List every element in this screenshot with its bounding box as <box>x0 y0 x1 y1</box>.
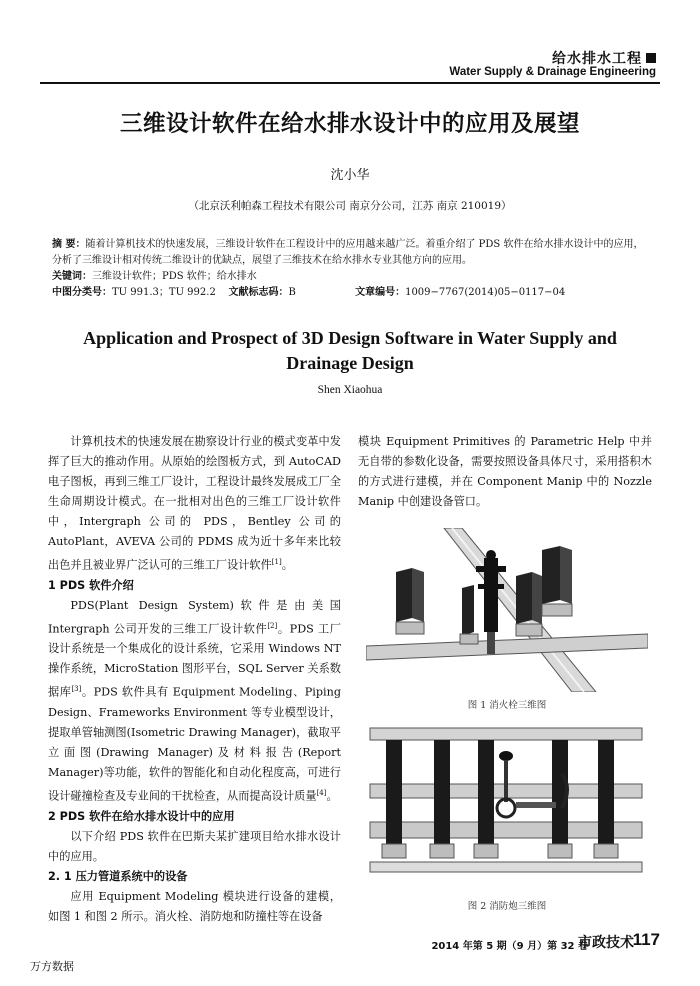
citation-4: [4] <box>316 789 327 798</box>
section-2-heading: 2 PDS 软件在给水排水设计中的应用 <box>48 809 235 823</box>
fig1-bollard-right <box>542 546 560 604</box>
article-no-label: 文章编号： <box>355 287 406 298</box>
fig2-monitor-head <box>499 751 513 761</box>
fig2-column-3 <box>478 740 494 844</box>
fig1-hydrant-cap <box>486 550 496 560</box>
keywords-text: 三维设计软件；PDS 软件；给水排水 <box>92 271 257 282</box>
fig2-column-3-base <box>474 844 498 858</box>
watermark: 万方数据 <box>30 960 74 973</box>
figure-1-hydrant-3d <box>366 528 648 692</box>
intro-paragraph: 计算机技术的快速发展在勘察设计行业的模式变革中发挥了巨大的推动作用。从原始的绘图板方式，到 AutoCAD 电子图板，再到三维工厂设计，工程设计最终发展成工厂全生命周期设计模式。在一批相对出色的三维工厂设计软件中，Intergraph 公司的 PDS，Bentley 公司的 AutoPlant，AVEVA 公司的 PDMS 成为近十多年来比较出色并且被业界广泛认可的三维工厂设计软件[1]。 <box>48 435 341 572</box>
fig2-column-1-base <box>382 844 406 858</box>
citation-3: [3] <box>71 685 82 694</box>
journal-square-icon <box>646 53 656 63</box>
fig2-monitor-pipe <box>516 802 556 808</box>
fig1-bollard-mid-base <box>516 624 542 636</box>
fig1-hydrant-riser <box>487 632 495 654</box>
fig2-column-1 <box>386 740 402 844</box>
fig1-bollard-mid <box>516 572 532 624</box>
fig2-monitor-mast <box>504 760 508 802</box>
author-cn: 沈小华 <box>330 168 370 183</box>
figure-2-monitor-3d <box>366 722 648 890</box>
author-en: Shen Xiaohua <box>317 384 383 396</box>
article-title-cn: 三维设计软件在给水排水设计中的应用及展望 <box>119 111 580 137</box>
citation-1: [1] <box>271 558 282 566</box>
continued-paragraph: 模块 Equipment Primitives 的 Parametric Help 中并无自带的参数化设备，需要按照设备具体尺寸，采用搭积木的方式进行建模，并在 Component Manip 中的 Nozzle Manip 中创建设备管口。 <box>358 435 652 508</box>
affiliation-cn: （北京沃利帕森工程技术有限公司 南京分公司，江苏 南京 210019） <box>188 200 512 212</box>
footer-magazine-name: 市政技术 <box>578 935 634 951</box>
clc-value: TU 991.3；TU 992.2 <box>112 287 216 298</box>
abstract-label: 摘 要： <box>52 239 86 250</box>
fig2-column-2 <box>434 740 450 844</box>
fig1-bollard-left-side <box>412 568 424 622</box>
journal-name-cn: 给水排水工程 <box>552 48 656 68</box>
keywords <box>52 269 652 285</box>
left-column <box>48 432 341 927</box>
figure-1-caption: 图 1 消火栓三维图 <box>467 700 547 711</box>
clc-label: 中图分类号： <box>52 287 112 298</box>
abstract-block <box>52 237 652 301</box>
section-2-1-paragraph: 应用 Equipment Modeling 模块进行设备的建模，如图 1 和图 2 所示。消火栓、消防炮和防撞柱等在设备 <box>48 889 341 923</box>
section-1-heading: 1 PDS 软件介绍 <box>48 578 134 592</box>
abstract-text: 随着计算机技术的快速发展，三维设计软件在工程设计中的应用越来越广泛。着重介绍了 PDS 软件在给水排水设计中的应用，分析了三维设计相对传统二维设计的优缺点，展望了三维技术在给水排水专业其他方向的应用。 <box>52 239 644 266</box>
right-column <box>358 432 652 512</box>
fig1-bollard-front <box>462 585 474 636</box>
fig1-hydrant-arm-mid <box>478 584 504 589</box>
keywords-label: 关键词： <box>52 271 92 282</box>
fig2-top-beam <box>370 728 642 740</box>
fig1-bollard-mid-side <box>532 572 542 624</box>
footer-issue-info: 2014 年第 5 期（9 月）第 32 卷 <box>431 941 588 952</box>
fig1-bollard-right-side <box>560 546 572 604</box>
citation-2: [2] <box>267 621 278 630</box>
article-no-value: 1009−7767(2014)05−0117−04 <box>405 287 566 298</box>
fig2-bottom-pipe <box>370 862 642 872</box>
fig1-hydrant-arm-top <box>476 566 506 572</box>
fig1-bollard-front-base <box>460 634 478 644</box>
fig2-column-5-base <box>594 844 618 858</box>
page-number: 117 <box>632 930 660 949</box>
header-rule <box>40 82 660 84</box>
section-2-paragraph: 以下介绍 PDS 软件在巴斯夫某扩建项目给水排水设计中的应用。 <box>48 829 341 863</box>
classification-line <box>52 285 652 301</box>
fig2-column-5 <box>598 740 614 844</box>
section-2-1-heading: 2. 1 压力管道系统中的设备 <box>48 869 188 883</box>
abstract <box>52 237 652 269</box>
fig2-column-4-base <box>548 844 572 858</box>
fig1-bollard-left <box>396 568 412 622</box>
journal-name-en: Water Supply & Drainage Engineering <box>449 66 656 78</box>
fig1-bollard-right-base <box>542 604 572 616</box>
doc-code-label: 文献标志码： <box>228 287 289 298</box>
section-1-paragraph: PDS(Plant Design System)软件是由美国 Intergraph 公司开发的三维工厂设计软件[2]。PDS 工厂设计系统是一个集成化的设计系统，它采用 Windows NT 操作系统，MicroStation 图形平台，SQL Server 关系数据库[3]。PDS 软件具有 Equipment Modeling、Piping Design、Frameworks Environment 等专业模型设计，提取单管轴测图(Isometric Drawing Manager)，截取平立面图(Drawing Manager)及材料报告(Report Manager)等功能，软件的智能化和自动化程度高，可进行设计碰撞检查及专业间的干扰检查，从而提高设计质量[4]。 <box>48 598 341 803</box>
fig1-bollard-left-base <box>396 622 424 634</box>
figure-2-caption: 图 2 消防炮三维图 <box>467 901 547 912</box>
article-title-en: Application and Prospect of 3D Design Software in Water Supply and Drainage Design <box>83 328 617 373</box>
fig2-column-2-base <box>430 844 454 858</box>
doc-code-value: B <box>288 287 296 298</box>
